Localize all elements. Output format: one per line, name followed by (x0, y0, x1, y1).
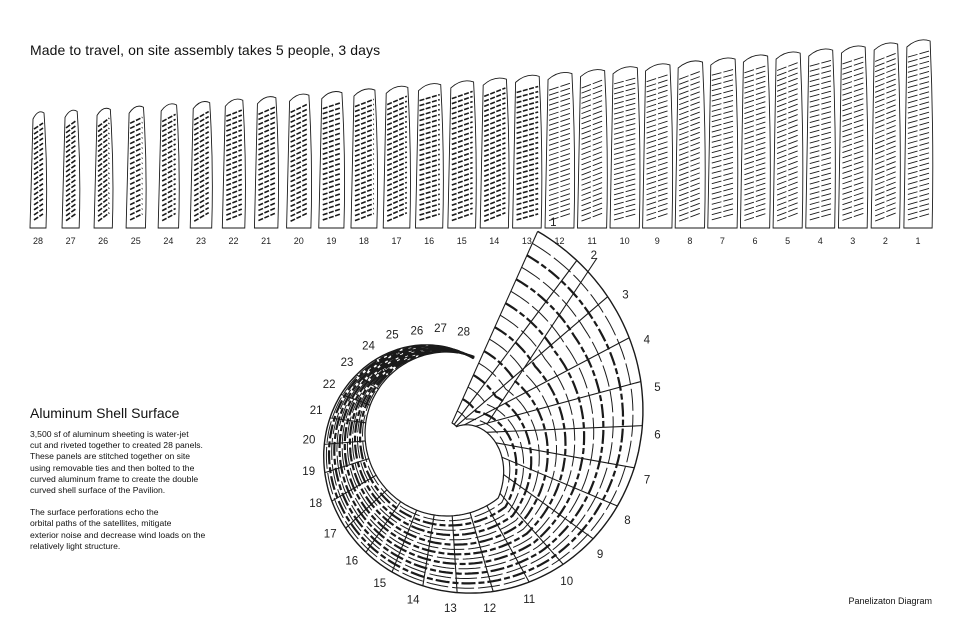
spiral-label: 7 (643, 474, 651, 487)
spiral-label: 18 (309, 497, 323, 510)
info-title: Aluminum Shell Surface (30, 405, 180, 421)
panel-label: 14 (489, 236, 500, 246)
spiral-label: 23 (340, 357, 354, 369)
panel-seam (502, 457, 617, 506)
info-paragraph-2: The surface perforations echo the orbital paths of the satellites, mitigate exterior noise and decrease wind loads on the relatively light structure. (30, 507, 206, 551)
diagram-caption: Panelizaton Diagram (848, 596, 932, 606)
spiral-label: 9 (596, 549, 604, 562)
spiral-label: 19 (302, 466, 316, 478)
spiral-label: 16 (345, 555, 359, 568)
panel-label: 27 (65, 236, 76, 246)
panel-label: 20 (293, 236, 304, 246)
panel-label: 8 (687, 236, 693, 246)
panel-label: 1 (915, 236, 921, 246)
panel-label: 16 (424, 236, 435, 246)
panel-label: 6 (752, 236, 758, 246)
spiral-label: 24 (362, 340, 375, 353)
info-paragraph-1: 3,500 sf of aluminum sheeting is water-jet cut and riveted together to created 28 panels. These panels are stitched together on site using removable ties and then bolted to the curved aluminum frame to create the double curved shell surface of the Pavilion. (30, 429, 203, 496)
panel-label: 21 (261, 236, 272, 246)
spiral-label: 11 (523, 593, 536, 606)
panel-label: 5 (785, 236, 791, 246)
spiral-label: 28 (457, 326, 470, 339)
panel-label: 9 (654, 236, 660, 246)
panel-label: 26 (98, 236, 109, 246)
spiral-label: 20 (302, 434, 316, 447)
panel-seam (464, 338, 629, 425)
panel-label: 18 (358, 236, 369, 246)
spiral-label: 6 (654, 429, 661, 442)
spiral-label: 1 (550, 217, 557, 230)
panel-label: 17 (391, 236, 402, 246)
panel-seam (470, 513, 493, 592)
panel-label: 15 (456, 236, 467, 246)
panel-label: 13 (521, 236, 532, 246)
panel-seam (487, 258, 597, 424)
panel-label: 28 (32, 236, 44, 246)
panel-seam (454, 260, 577, 424)
spiral-label: 14 (406, 594, 420, 607)
panel-label: 12 (554, 236, 565, 246)
panel-label: 19 (326, 236, 337, 246)
panel-seam (473, 357, 474, 359)
panel-label: 3 (850, 236, 856, 246)
spiral-label: 8 (624, 514, 631, 527)
panel-label: 11 (587, 236, 597, 246)
spiral-label: 2 (590, 249, 598, 262)
panel-label: 10 (619, 236, 630, 246)
panel-seam (438, 346, 439, 353)
info-block (30, 405, 250, 563)
shell-outer-edge (324, 231, 643, 593)
panel-label: 23 (195, 236, 206, 246)
spiral-label: 3 (622, 289, 629, 302)
spiral-label: 26 (410, 325, 424, 338)
spiral-label: 25 (385, 329, 399, 342)
panel-label: 4 (817, 236, 823, 246)
panel-label: 24 (163, 236, 174, 246)
spiral-label: 27 (434, 323, 447, 336)
panel-label: 7 (719, 236, 725, 246)
spiral-label: 15 (373, 578, 387, 591)
panel-label: 22 (228, 236, 239, 246)
spiral-label: 5 (654, 381, 661, 394)
panel-label: 25 (130, 236, 141, 246)
spiral-label: 10 (560, 575, 574, 588)
spiral-label: 4 (643, 334, 651, 347)
spiral-label: 13 (444, 602, 457, 615)
panel-seam (500, 493, 563, 564)
perforation-path (332, 267, 614, 578)
spiral-shell (324, 231, 643, 593)
spiral-label: 22 (322, 378, 336, 391)
spiral-label: 12 (483, 602, 497, 615)
panel-label: 2 (882, 236, 888, 246)
spiral-label: 21 (309, 405, 323, 417)
header-text: Made to travel, on site assembly takes 5 people, 3 days (30, 42, 381, 58)
spiral-label: 17 (323, 528, 337, 541)
